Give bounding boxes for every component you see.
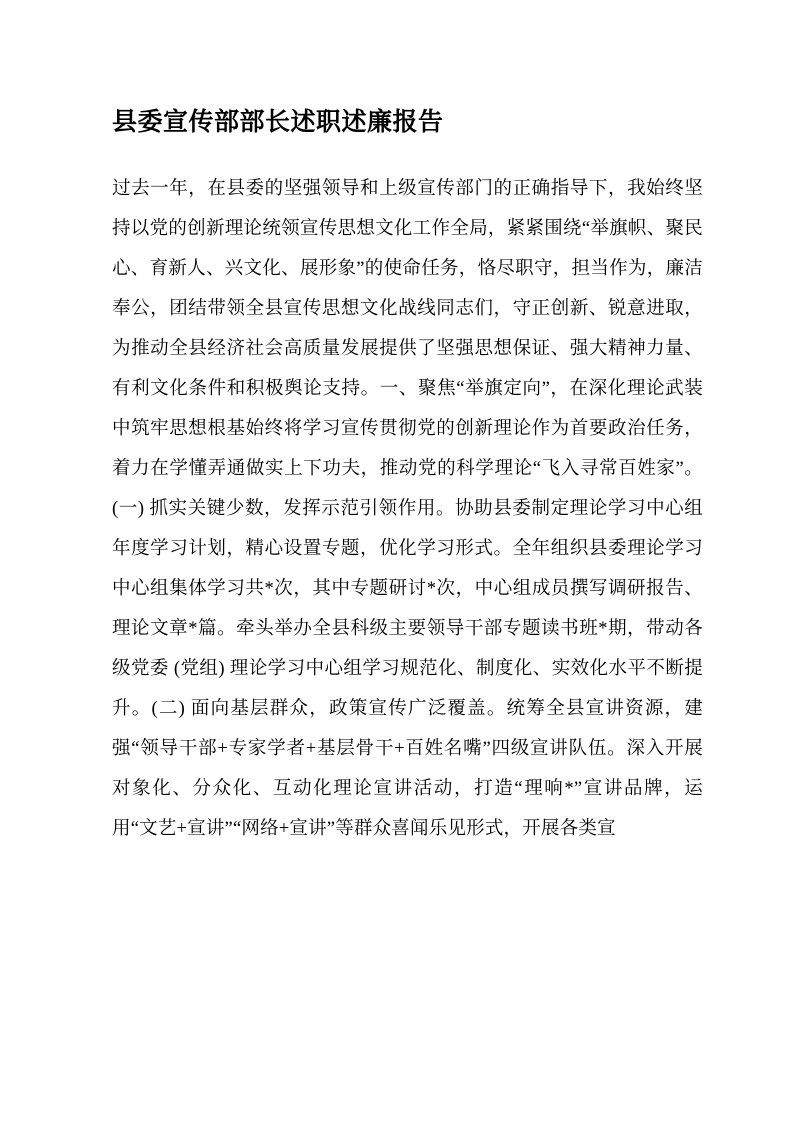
document-body: [112, 169, 703, 849]
body-paragraph: 过去一年，在县委的坚强领导和上级宣传部门的正确指导下，我始终坚持以党的创新理论统领宣传思想文化工作全局，紧紧围绕“举旗帜、聚民心、育新人、兴文化、展形象”的使命任务，恪尽职守，担当作为，廉洁奉公，团结带领全县宣传思想文化战线同志们，守正创新、锐意进取，为推动全县经济社会高质量发展提供了坚强思想保证、强大精神力量、有利文化条件和积极舆论支持。一、聚焦“举旗定向”，在深化理论武装中筑牢思想根基始终将学习宣传贯彻党的创新理论作为首要政治任务，着力在学懂弄通做实上下功夫，推动党的科学理论“飞入寻常百姓家”。(一) 抓实关键少数，发挥示范引领作用。协助县委制定理论学习中心组年度学习计划，精心设置专题，优化学习形式。全年组织县委理论学习中心组集体学习共*次，其中专题研讨*次，中心组成员撰写调研报告、理论文章*篇。牵头举办全县科级主要领导干部专题读书班*期，带动各级党委 (党组) 理论学习中心组学习规范化、制度化、实效化水平不断提升。(二) 面向基层群众，政策宣传广泛覆盖。统筹全县宣讲资源，建强“领导干部+专家学者+基层骨干+百姓名嘴”四级宣讲队伍。深入开展对象化、分众化、互动化理论宣讲活动，打造“理响*”宣讲品牌，运用“文艺+宣讲”“网络+宣讲”等群众喜闻乐见形式，开展各类宣: [112, 179, 703, 839]
page-title: 县委宣传部部长述职述廉报告: [112, 108, 444, 136]
